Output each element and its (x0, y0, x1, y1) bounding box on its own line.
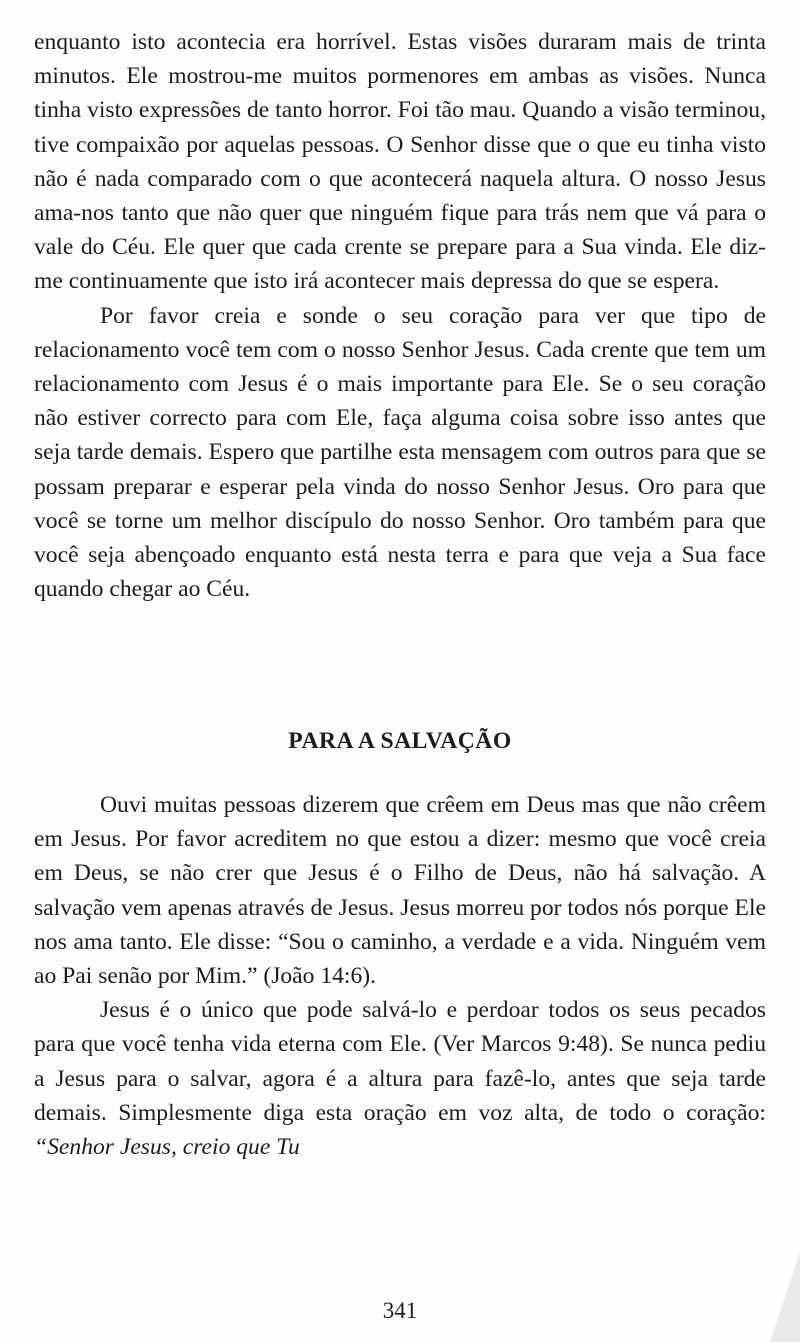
paragraph (34, 993, 766, 1164)
paragraph-text: Jesus é o único que pode salvá-lo e perdoar todos os seus pecados para que você tenha vida eterna com Ele. (Ver Marcos 9:48). Se nunca pediu a Jesus para o salvar, agora é a altura para fazê-lo, antes que seja tarde demais. Simplesmente diga esta oração em voz alta, de todo o coração: (34, 997, 766, 1126)
section-heading: PARA A SALVAÇÃO (288, 728, 512, 754)
paragraph: enquanto isto acontecia era horrível. Estas visões duraram mais de trinta minutos. Ele mostrou-me muitos pormenores em ambas as visões. Nunca tinha visto expressões de tanto horror. Foi tão mau. Quando a visão terminou, tive compaixão por aquelas pessoas. O Senhor disse que o que eu tinha visto não é nada comparado com o que acontecerá naquela altura. O nosso Jesus ama-nos tanto que não quer que ninguém fique para trás nem que vá para o vale do Céu. Ele quer que cada crente se prepare para a Sua vinda. Ele diz-me continuamente que isto irá acontecer mais depressa do que se espera. (34, 29, 766, 295)
paragraph: Por favor creia e sonde o seu coração para ver que tipo de relacionamento você tem com o nosso Senhor Jesus. Cada crente que tem um relacionamento com Jesus é o mais importante para Ele. Se o seu coração não estiver correcto para com Ele, faça alguma coisa sobre isso antes que seja tarde demais. Espero que partilhe esta mensagem com outros para que se possam preparar e esperar pela vinda do nosso Senhor Jesus. Oro para que você se torne um melhor discípulo do nosso Senhor. Oro também para que você seja abençoado enquanto está nesta terra e para que veja a Sua face quando chegar ao Céu. (34, 302, 766, 603)
italic-prayer-text: “Senhor Jesus, creio que Tu (34, 1134, 300, 1161)
body-text-top (34, 25, 766, 606)
paragraph: Ouvi muitas pessoas dizerem que crêem em Deus mas que não crêem em Jesus. Por favor acreditem no que estou a dizer: mesmo que você creia em Deus, se não crer que Jesus é o Filho de Deus, não há salvação. A salvação vem apenas através de Jesus. Jesus morreu por todos nós porque Ele nos ama tanto. Ele disse: “Sou o caminho, a verdade e a vida. Ninguém vem ao Pai senão por Mim.” (João 14:6). (34, 792, 766, 990)
page-number: 341 (382, 1298, 418, 1323)
page-corner-shadow (770, 1252, 800, 1342)
body-text-bottom (34, 788, 766, 1164)
